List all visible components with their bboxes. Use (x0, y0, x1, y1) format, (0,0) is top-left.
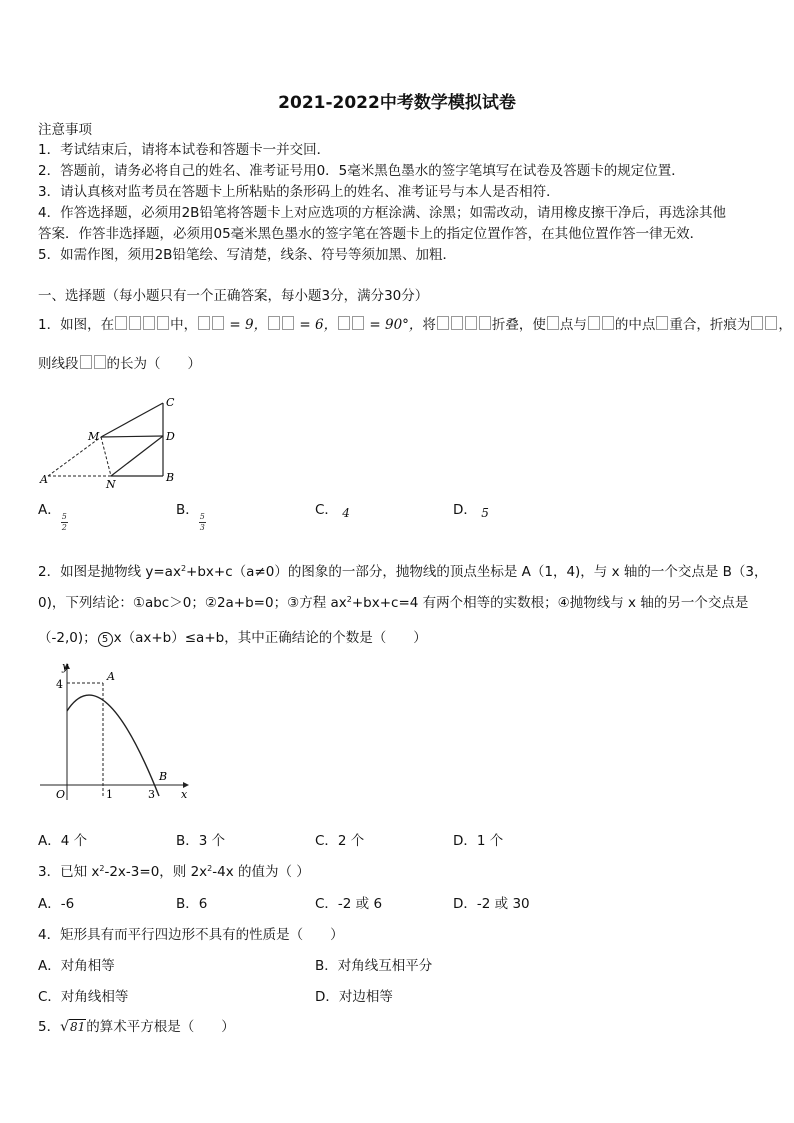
missing-glyph (80, 355, 92, 369)
missing-glyph (338, 316, 350, 330)
question-2-line-2 (38, 593, 748, 613)
axis-label-y: y (62, 660, 69, 673)
exam-title: 2021-2022中考数学模拟试卷 (278, 93, 516, 113)
missing-glyph (352, 316, 364, 330)
missing-glyph (602, 316, 614, 330)
notice-item-3: 3．请认真核对监考员在答题卡上所粘贴的条形码上的姓名、准考证号与本人是否相符． (38, 184, 560, 200)
point-label-a: A (107, 670, 115, 683)
q1-option-a[interactable] (38, 500, 68, 533)
missing-glyph (268, 316, 280, 330)
notice-heading: 注意事项 (38, 122, 92, 138)
label-b: B (166, 471, 175, 484)
fraction (61, 512, 68, 533)
missing-glyph (451, 316, 463, 330)
circled-1: ① (132, 595, 145, 611)
segment-nd (111, 436, 163, 476)
notice-item-5: 5．如需作图，须用2B铅笔绘、写清楚，线条、符号等须加黑、加粗． (38, 247, 456, 263)
q1-option-c[interactable] (315, 500, 350, 523)
q1-text: 则线段 (38, 356, 79, 372)
segment-md (101, 436, 163, 437)
q2-text: 0)，下列结论： (38, 595, 133, 611)
option-label: A． (38, 502, 61, 518)
q1-eq: = 9， (229, 317, 268, 333)
q1-text: 的中点 (614, 317, 656, 333)
q1-text: 重合，折痕为 (669, 317, 751, 333)
q1-triangle-figure (38, 392, 188, 492)
q4-option-c[interactable]: C．对角线相等 (38, 989, 129, 1005)
q2-text: （-2,0)； (38, 630, 97, 646)
origin-label: O (56, 788, 66, 801)
missing-glyph (143, 316, 155, 330)
notice-item-1: 1．考试结束后，请将本试卷和答题卡一并交回． (38, 142, 331, 158)
q5-text: 的算术平方根是（ ） (86, 1019, 235, 1035)
missing-glyph (212, 316, 224, 330)
denominator: 2 (61, 523, 67, 532)
q1-text: 将 (422, 317, 436, 333)
q1-option-b[interactable] (176, 500, 206, 533)
numerator: 5 (61, 512, 67, 521)
q1-text: 点与 (559, 317, 587, 333)
missing-glyph (656, 316, 668, 330)
label-m: M (88, 430, 100, 443)
tick-label-3: 3 (148, 788, 155, 801)
option-label: B． (176, 502, 199, 518)
segment-mc (101, 403, 163, 437)
numerator: 5 (199, 512, 205, 521)
point-label-b: B (159, 770, 168, 783)
missing-glyph (765, 316, 777, 330)
q1-text: 的长为（ ） (106, 356, 201, 372)
q3-option-c[interactable]: C．-2 或 6 (315, 896, 383, 912)
missing-glyph (479, 316, 491, 330)
q2-option-a[interactable]: A．4 个 (38, 833, 88, 849)
option-label: C． (315, 502, 338, 518)
question-3-stem (38, 862, 310, 882)
q1-option-d[interactable] (453, 500, 489, 523)
q2-parabola-graph (38, 658, 198, 806)
parabola-curve (67, 695, 159, 796)
tick-label-1: 1 (106, 788, 113, 801)
missing-glyph (115, 316, 127, 330)
q2-option-d[interactable]: D．1 个 (453, 833, 504, 849)
section-heading: 一、选择题（每小题只有一个正确答案，每小题3分，满分30分） (38, 288, 429, 304)
missing-glyph (547, 316, 559, 330)
missing-glyph (282, 316, 294, 330)
question-1-line-2 (38, 354, 201, 374)
missing-glyph (157, 316, 169, 330)
q2-text: +bx+c=4 有两个相等的实数根； (351, 595, 558, 611)
q3-option-b[interactable]: B．6 (176, 896, 208, 912)
q2-text: 2．如图是抛物线 y=ax (38, 564, 181, 580)
q1-text: 1．如图，在 (38, 317, 115, 333)
question-2-line-1 (38, 562, 768, 582)
q3-text: 3．已知 x (38, 864, 100, 880)
superscript: 2 (180, 564, 187, 573)
q4-option-b[interactable]: B．对角线互相平分 (315, 958, 433, 974)
q3-text: -4x 的值为（ ） (212, 864, 310, 880)
label-c: C (166, 396, 175, 409)
q1-text: ， (778, 317, 792, 333)
q1-text: 中， (170, 317, 198, 333)
sqrt-symbol: √ (60, 1019, 70, 1035)
missing-glyph (751, 316, 763, 330)
option-label: D． (453, 502, 477, 518)
notice-item-4-cont: 答案．作答非选择题，必须用05毫米黑色墨水的签字笔在答题卡上的指定位置作答，在其他位置作答一律无效． (38, 226, 704, 242)
tick-label-4: 4 (56, 678, 63, 691)
circled-3: ③ (287, 595, 300, 611)
label-d: D (166, 430, 175, 443)
superscript: 2 (99, 864, 105, 873)
q1-text: 折叠，使 (491, 317, 546, 333)
label-a: A (40, 473, 48, 486)
q2-text: 方程 ax (299, 595, 347, 611)
q2-option-b[interactable]: B．3 个 (176, 833, 226, 849)
notice-item-4: 4．作答选择题，必须用2B铅笔将答题卡上对应选项的方框涂满、涂黑；如需改动，请用橡皮擦干净后，再选涂其他 (38, 205, 726, 221)
q4-option-d[interactable]: D．对边相等 (315, 989, 393, 1005)
q2-text: 2a+b=0； (216, 595, 288, 611)
q3-text: -2x-3=0，则 2x (104, 864, 208, 880)
label-n: N (106, 478, 116, 491)
superscript: 2 (207, 864, 213, 873)
option-value: 4 (342, 506, 350, 520)
q2-text: x（ax+b）≤a+b，其中正确结论的个数是（ ） (113, 630, 427, 646)
q2-option-c[interactable]: C．2 个 (315, 833, 365, 849)
question-1-line-1 (38, 315, 792, 335)
superscript: 2 (346, 595, 352, 604)
missing-glyph (437, 316, 449, 330)
fraction (199, 512, 206, 533)
circled-4: ④ (557, 595, 570, 611)
circled-2: ② (204, 595, 217, 611)
segment-mn-fold (101, 437, 111, 476)
missing-glyph (198, 316, 210, 330)
q2-text: abc＞0； (144, 595, 205, 611)
sqrt-radicand: 81 (70, 1020, 86, 1034)
option-value: 5 (481, 506, 489, 520)
q2-text: +bx+c（a≠0）的图象的一部分，抛物线的顶点坐标是 A（1，4)，与 x 轴的一个交点是 B（3， (186, 564, 768, 580)
notice-item-2: 2．答题前，请务必将自己的姓名、准考证号用0．5毫米黑色墨水的签字笔填写在试卷及答题卡的规定位置． (38, 163, 685, 179)
question-2-line-3 (38, 628, 427, 648)
denominator: 3 (199, 523, 205, 532)
circled-5: 5 (98, 632, 113, 647)
q2-text: 抛物线与 x 轴的另一个交点是 (569, 595, 749, 611)
missing-glyph (129, 316, 141, 330)
q1-eq: = 6， (299, 317, 338, 333)
q3-option-a[interactable]: A．-6 (38, 896, 75, 912)
q3-option-d[interactable]: D．-2 或 30 (453, 896, 530, 912)
q4-option-a[interactable]: A．对角相等 (38, 958, 115, 974)
missing-glyph (94, 355, 106, 369)
missing-glyph (588, 316, 600, 330)
q1-eq: = 90°， (369, 317, 423, 333)
missing-glyph (465, 316, 477, 330)
question-4-stem: 4．矩形具有而平行四边形不具有的性质是（ ） (38, 927, 344, 943)
axis-label-x: x (181, 788, 188, 801)
question-5-stem (38, 1017, 235, 1037)
q5-text: 5． (38, 1019, 61, 1035)
